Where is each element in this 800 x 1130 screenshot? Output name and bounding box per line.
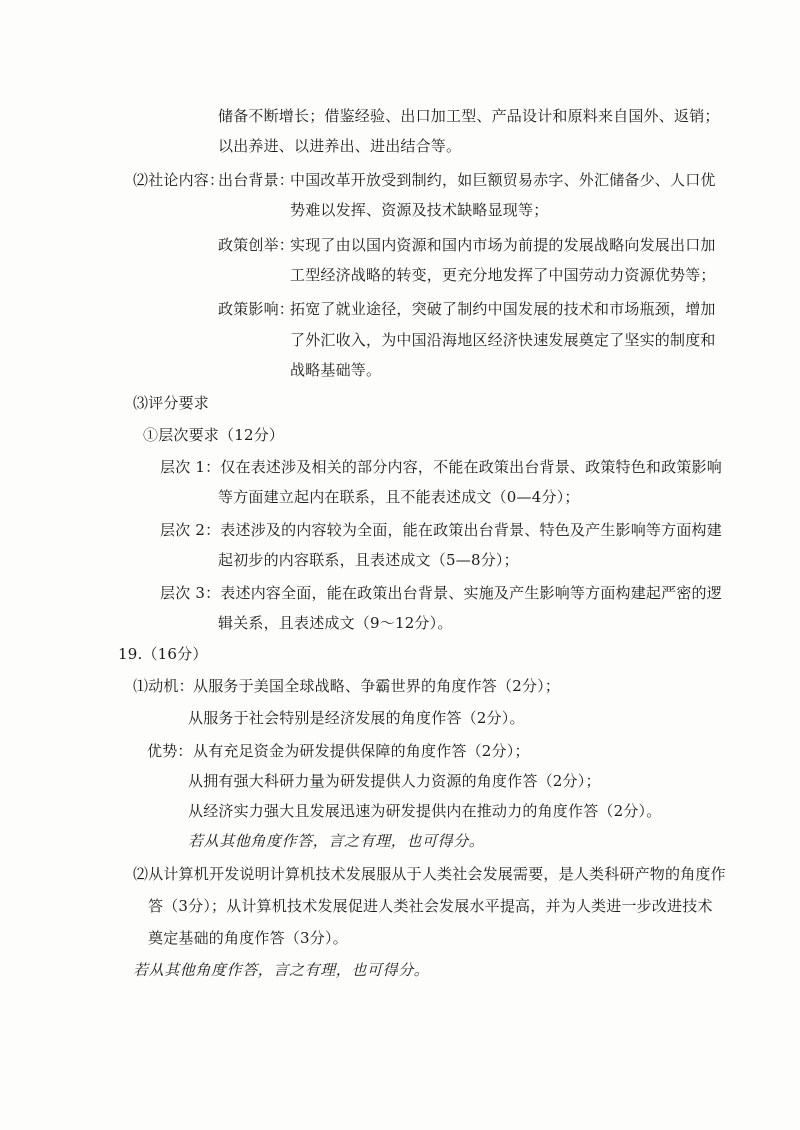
level-2-line-2: 起初步的内容联系，且表述成文（5—8分）； bbox=[218, 551, 519, 569]
background-line-1: 中国改革开放受到制约，如巨额贸易赤字、外汇储备少、人口优 bbox=[290, 171, 716, 189]
part3-label: ⑶评分要求 bbox=[133, 394, 210, 412]
impact-line-1: 拓宽了就业途径，突破了制约中国发展的技术和市场瓶颈，增加 bbox=[290, 300, 716, 318]
level-2-line-1: 层次 2：表述涉及的内容较为全面，能在政策出台背景、特色及产生影响等方面构建 bbox=[160, 521, 722, 539]
q19-note-1: 若从其他角度作答，言之有理，也可得分。 bbox=[188, 832, 485, 850]
motive-1: 从服务于美国全球战略、争霸世界的角度作答（2分）； bbox=[193, 677, 561, 695]
continuation-line-1: 储备不断增长；借鉴经验、出口加工型、产品设计和原料来自国外、返销； bbox=[218, 107, 720, 125]
background-heading: 出台背景： bbox=[218, 171, 295, 189]
innovation-line-2: 工型经济战略的转变，更充分地发挥了中国劳动力资源优势等； bbox=[290, 266, 716, 284]
motive-2: 从服务于社会特别是经济发展的角度作答（2分）。 bbox=[188, 709, 525, 727]
q19-note-2: 若从其他角度作答，言之有理，也可得分。 bbox=[133, 961, 430, 979]
background-line-2: 势难以发挥、资源及技术缺略显现等； bbox=[290, 201, 549, 219]
level-3-line-1: 层次 3：表述内容全面，能在政策出台背景、实施及产生影响等方面构建起严密的逻 bbox=[160, 584, 722, 602]
innovation-line-1: 实现了由以国内资源和国内市场为前提的发展战略向发展出口加 bbox=[290, 236, 716, 254]
continuation-line-2: 以出养进、以进养出、进出结合等。 bbox=[218, 137, 462, 155]
q19-p2-line-2: 答（3分）；从计算机技术发展促进人类社会发展水平提高，并为人类进一步改进技术 bbox=[148, 897, 713, 915]
impact-line-3: 战略基础等。 bbox=[290, 361, 382, 379]
advantage-1: 从有充足资金为研发提供保障的角度作答（2分）； bbox=[193, 742, 530, 760]
level-1-line-1: 层次 1：仅在表述涉及相关的部分内容，不能在政策出台背景、政策特色和政策影响 bbox=[160, 458, 722, 476]
advantage-3: 从经济实力强大且发展迅速为研发提供内在推动力的角度作答（2分）。 bbox=[188, 802, 662, 820]
q19-p1-label: ⑴动机： bbox=[133, 677, 194, 695]
level-1-line-2: 等方面建立起内在联系，且不能表述成文（0—4分）； bbox=[218, 488, 580, 506]
q19-p2-line-3: 奠定基础的角度作答（3分）。 bbox=[148, 929, 348, 947]
impact-line-2: 了外汇收入，为中国沿海地区经济快速发展奠定了坚实的制度和 bbox=[290, 331, 716, 349]
q19-number: 19.（16分） bbox=[118, 645, 208, 663]
innovation-heading: 政策创举： bbox=[218, 236, 295, 254]
advantage-2: 从拥有强大科研力量为研发提供人力资源的角度作答（2分）； bbox=[188, 772, 601, 790]
level-3-line-2: 辑关系，且表述成文（9～12分）。 bbox=[218, 614, 453, 632]
part3-sub1: ①层次要求（12分） bbox=[143, 426, 285, 444]
q19-p2-line-1: ⑵从计算机开发说明计算机技术发展服从于人类社会发展需要，是人类科研产物的角度作 bbox=[133, 865, 726, 883]
impact-heading: 政策影响： bbox=[218, 300, 295, 318]
advantage-label: 优势： bbox=[147, 742, 193, 760]
part2-label: ⑵社论内容： bbox=[133, 171, 225, 189]
